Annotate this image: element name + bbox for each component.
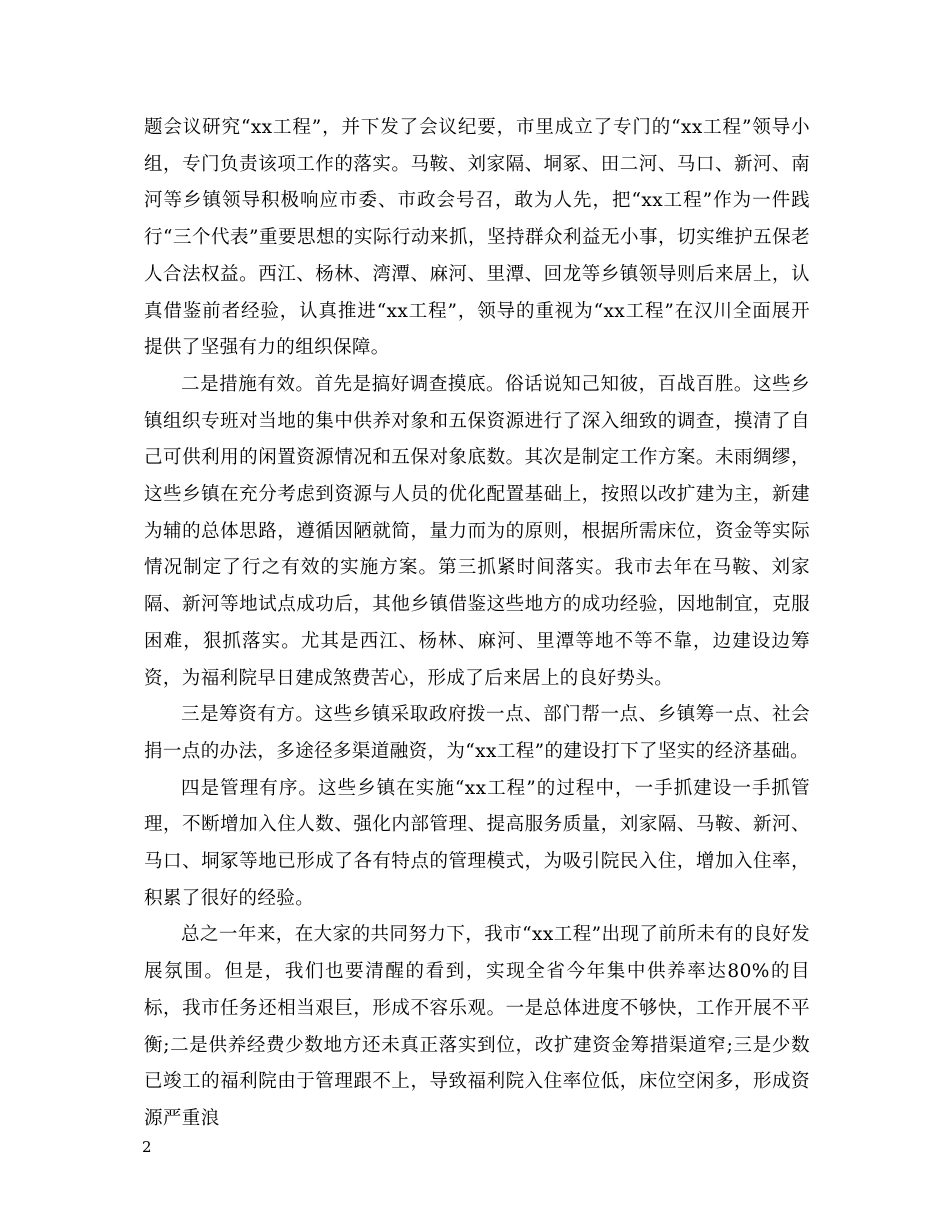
paragraph-measures: 二是措施有效。首先是搞好调查摸底。俗话说知己知彼，百战百胜。这些乡镇组织专班对当地的集中供养对象和五保资源进行了深入细致的调查，摸清了自己可供利用的闲置资源情况和五保对象底数。其次是制定工作方案。未雨绸缪，这些乡镇在充分考虑到资源与人员的优化配置基础上，按照以改扩建为主，新建为辅的总体思路，遵循因陋就简，量力而为的原则，根据所需床位，资金等实际情况制定了行之有效的实施方案。第三抓紧时间落实。我市去年在马鞍、刘家隔、新河等地试点成功后，其他乡镇借鉴这些地方的成功经验，因地制宜，克服困难，狠抓落实。尤其是西江、杨林、麻河、里潭等地不等不靠，边建设边筹资，为福利院早日建成煞费苦心，形成了后来居上的良好势头。 [144, 373, 810, 689]
body-text [144, 110, 810, 1138]
page-number: 2 [142, 1138, 152, 1156]
paragraph-continuation: 题会议研究“xx工程”，并下发了会议纪要，市里成立了专门的“xx工程”领导小组，专门负责该项工作的落实。马鞍、刘家隔、垌冢、田二河、马口、新河、南河等乡镇领导积极响应市委、市政会号召，敢为人先，把“xx工程”作为一件践行“三个代表”重要思想的实际行动来抓，坚持群众利益无小事，切实维护五保老人合法权益。西江、杨林、湾潭、麻河、里潭、回龙等乡镇领导则后来居上，认真借鉴前者经验，认真推进“xx工程”，领导的重视为“xx工程”在汉川全面展开提供了坚强有力的组织保障。 [144, 117, 810, 359]
paragraph-summary: 总之一年来，在大家的共同努力下，我市“xx工程”出现了前所未有的良好发展氛围。但是，我们也要清醒的看到，实现全省今年集中供养率达80%的目标，我市任务还相当艰巨，形成不容乐观。一是总体进度不够快，工作开展不平衡;二是供养经费少数地方还未真正落实到位，改扩建资金筹措渠道窄;三是少数已竣工的福利院由于管理跟不上，导致福利院入住率位低，床位空闲多，形成资源严重浪 [144, 924, 810, 1129]
paragraph-management: 四是管理有序。这些乡镇在实施“xx工程”的过程中，一手抓建设一手抓管理，不断增加入住人数、强化内部管理、提高服务质量，刘家隔、马鞍、新河、马口、垌冢等地已形成了各有特点的管理模式，为吸引院民入住，增加入住率，积累了很好的经验。 [144, 777, 810, 909]
paragraph-funding: 三是筹资有方。这些乡镇采取政府拨一点、部门帮一点、乡镇筹一点、社会捐一点的办法，多途径多渠道融资，为“xx工程”的建设打下了坚实的经济基础。 [144, 704, 810, 762]
